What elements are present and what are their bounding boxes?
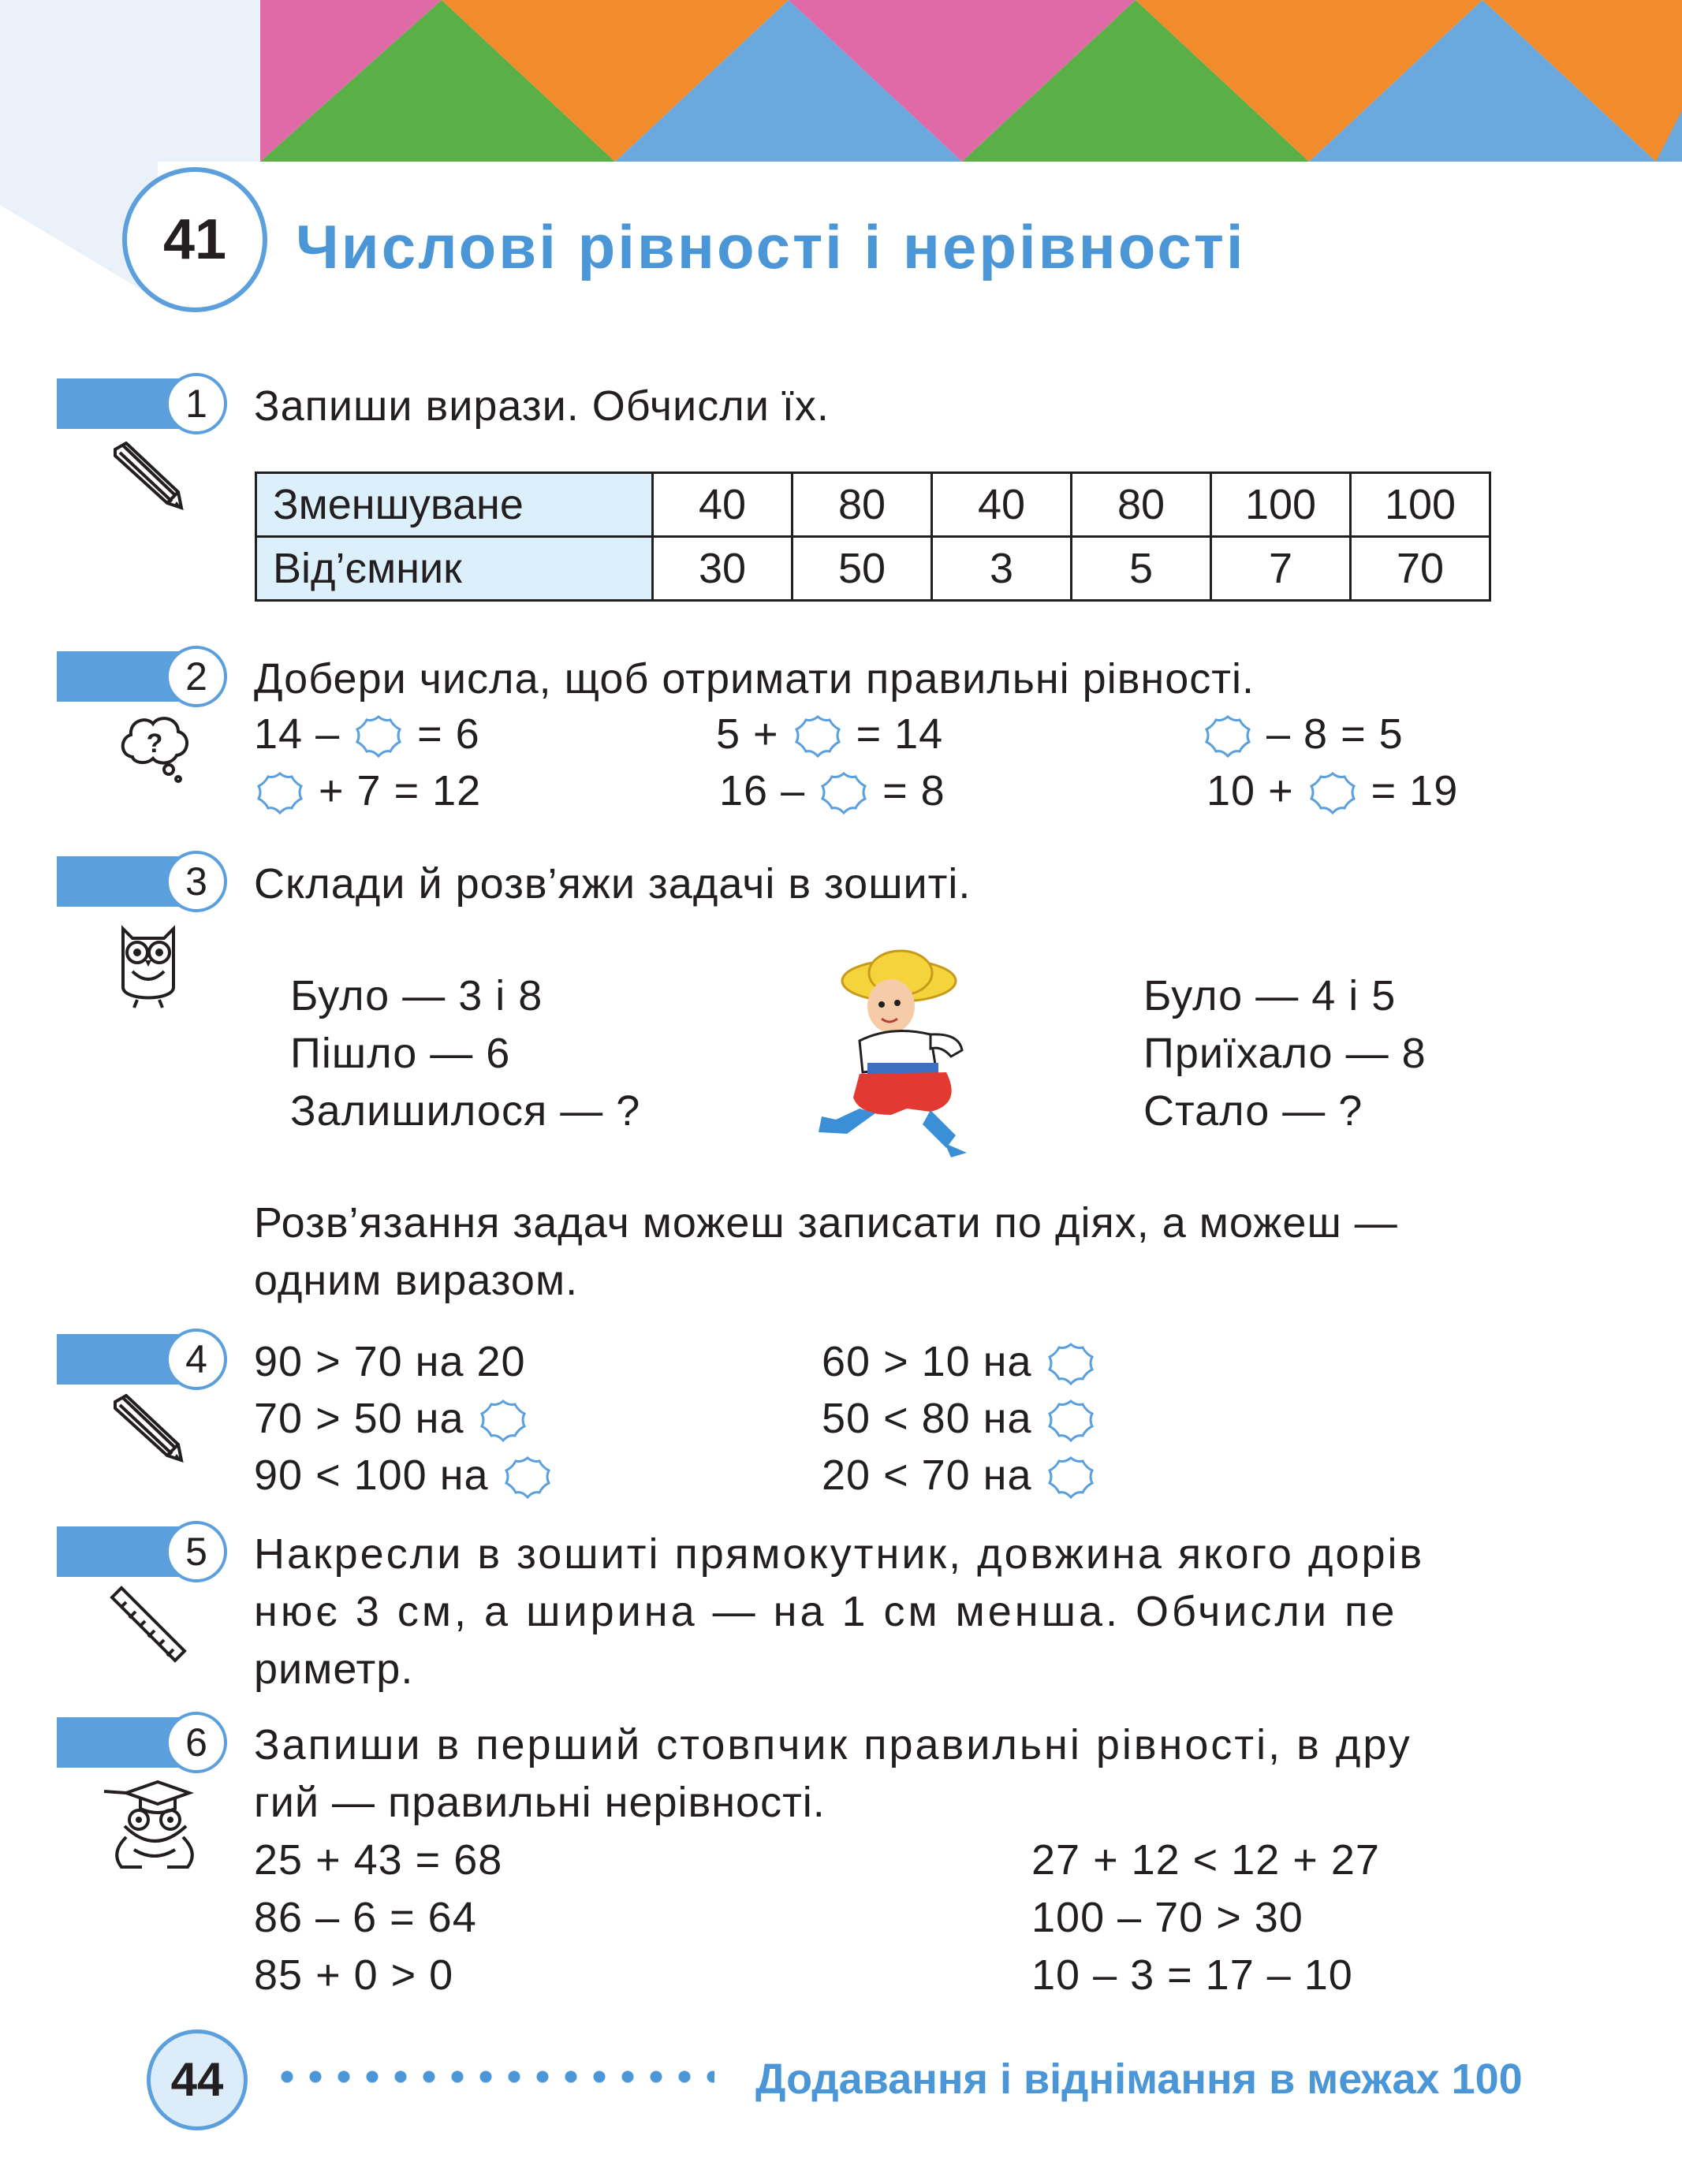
ex4-text: 90 > 70 на 20 <box>254 1338 526 1385</box>
star-blank-icon[interactable] <box>792 714 844 761</box>
frog-graduate-icon <box>95 1774 197 1877</box>
ex2-eq6-left: 10 + <box>1206 767 1294 814</box>
ex3-left-line: Пішло — 6 <box>290 1030 511 1077</box>
table-cell: 80 <box>793 473 932 537</box>
ex6-left-expr: 85 + 0 > 0 <box>254 1951 454 1999</box>
ex2-eq1-right: = 6 <box>417 710 480 758</box>
owl-icon <box>110 915 186 1009</box>
ex2-eq5 <box>719 766 945 818</box>
lesson-title: Числові рівності і нерівності <box>296 212 1246 281</box>
ex4-left-3 <box>254 1451 554 1502</box>
star-blank-icon[interactable] <box>502 1455 554 1502</box>
ex3-right-line: Було — 4 і 5 <box>1143 972 1397 1019</box>
star-blank-icon[interactable] <box>1307 770 1359 818</box>
star-blank-icon[interactable] <box>1045 1398 1097 1445</box>
star-blank-icon[interactable] <box>254 770 306 818</box>
ex3-note-line2: одним виразом. <box>254 1257 579 1304</box>
ex2-eq1 <box>254 710 480 761</box>
table-cell: 70 <box>1351 537 1490 601</box>
table-cell: 3 <box>932 537 1072 601</box>
ex6-line: Запиши в перший стовпчик правильні рівності, в дру <box>254 1721 1412 1768</box>
ex5-line: нює 3 см, а ширина — на 1 см менша. Обчисли пе <box>254 1588 1398 1635</box>
subtraction-table <box>255 471 1491 602</box>
ex4-text: 70 > 50 на <box>254 1395 464 1442</box>
footer-section-title: Додавання і віднімання в межах 100 <box>755 2055 1523 2103</box>
page-number: 44 <box>147 2029 248 2130</box>
ex4-left-2 <box>254 1394 529 1445</box>
ex3-left-line: Було — 3 і 8 <box>290 972 543 1019</box>
pencil-icon <box>109 1394 188 1465</box>
ex2-eq3-right: – 8 = 5 <box>1266 710 1404 758</box>
table-cell: 40 <box>653 473 793 537</box>
ex4-right-3 <box>822 1451 1097 1502</box>
top-banner <box>0 0 1682 162</box>
ex3-instruction: Склади й розв’яжи задачі в зошиті. <box>254 860 972 908</box>
ex1-number: 1 <box>166 373 227 434</box>
table-cell: 30 <box>653 537 793 601</box>
ex4-right-1 <box>822 1337 1097 1388</box>
table-cell: 50 <box>793 537 932 601</box>
footer-dots <box>273 2069 714 2085</box>
table-cell: 100 <box>1211 473 1351 537</box>
table-cell: 40 <box>932 473 1072 537</box>
ex3-right-line: Стало — ? <box>1143 1087 1363 1135</box>
ex4-text: 20 < 70 на <box>822 1452 1032 1499</box>
pencil-icon <box>109 442 188 512</box>
table-cell: 5 <box>1072 537 1211 601</box>
ex2-eq6-right: = 19 <box>1371 767 1459 814</box>
ex4-text: 90 < 100 на <box>254 1452 489 1499</box>
ex6-right-expr: 100 – 70 > 30 <box>1031 1894 1303 1941</box>
table-row <box>256 537 1490 601</box>
star-blank-icon[interactable] <box>477 1398 529 1445</box>
ex2-number: 2 <box>166 646 227 707</box>
ex2-eq5-right: = 8 <box>882 767 945 814</box>
ex2-eq4-right: + 7 = 12 <box>319 767 482 814</box>
ex1-instruction: Запиши вирази. Обчисли їх. <box>254 382 830 430</box>
ex4-number: 4 <box>166 1329 227 1390</box>
ex6-line: гий — правильні нерівності. <box>254 1779 826 1826</box>
table-cell: 7 <box>1211 537 1351 601</box>
star-blank-icon[interactable] <box>1202 714 1254 761</box>
ex4-text: 60 > 10 на <box>822 1338 1032 1385</box>
ex2-eq3 <box>1202 710 1404 761</box>
svg-text:?: ? <box>146 729 163 758</box>
ex6-right-expr: 10 – 3 = 17 – 10 <box>1031 1951 1353 1999</box>
table-row-label: Зменшуване <box>256 473 653 537</box>
lesson-number-circle: 41 <box>122 167 267 312</box>
ex5-number: 5 <box>166 1521 227 1582</box>
ex3-right-line: Приїхало — 8 <box>1143 1030 1427 1077</box>
ex2-eq1-left: 14 – <box>254 710 341 758</box>
ex4-text: 50 < 80 на <box>822 1395 1032 1442</box>
ex2-eq5-left: 16 – <box>719 767 806 814</box>
ex6-number: 6 <box>166 1712 227 1773</box>
table-row <box>256 473 1490 537</box>
ex6-left-expr: 25 + 43 = 68 <box>254 1836 503 1884</box>
ex2-eq2-left: 5 + <box>716 710 779 758</box>
star-blank-icon[interactable] <box>1045 1455 1097 1502</box>
star-blank-icon[interactable] <box>352 714 405 761</box>
ex2-eq4 <box>254 766 481 818</box>
table-cell: 100 <box>1351 473 1490 537</box>
ex2-eq2-right: = 14 <box>856 710 944 758</box>
ex4-left-1 <box>254 1337 526 1386</box>
ex3-note-line1: Розв’язання задач можеш записати по діях, а можеш — <box>254 1199 1398 1247</box>
ex5-line: Накресли в зошиті прямокутник, довжина якого дорів <box>254 1530 1425 1578</box>
table-cell: 80 <box>1072 473 1211 537</box>
star-blank-icon[interactable] <box>818 770 870 818</box>
ruler-icon <box>109 1585 188 1664</box>
ex2-instruction: Добери числа, щоб отримати правильні рівності. <box>254 655 1255 703</box>
ex3-left-line: Залишилося — ? <box>290 1087 641 1135</box>
ex2-eq2 <box>716 710 943 761</box>
cossack-boy-illustration <box>812 946 978 1159</box>
thinking-bubble-icon <box>117 710 192 785</box>
star-blank-icon[interactable] <box>1045 1341 1097 1388</box>
table-row-label: Від’ємник <box>256 537 653 601</box>
ex6-right-expr: 27 + 12 < 12 + 27 <box>1031 1836 1380 1884</box>
ex3-number: 3 <box>166 851 227 912</box>
ex2-eq6 <box>1206 766 1458 818</box>
ex5-line: риметр. <box>254 1645 414 1693</box>
ex6-left-expr: 86 – 6 = 64 <box>254 1894 477 1941</box>
ex4-right-2 <box>822 1394 1097 1445</box>
